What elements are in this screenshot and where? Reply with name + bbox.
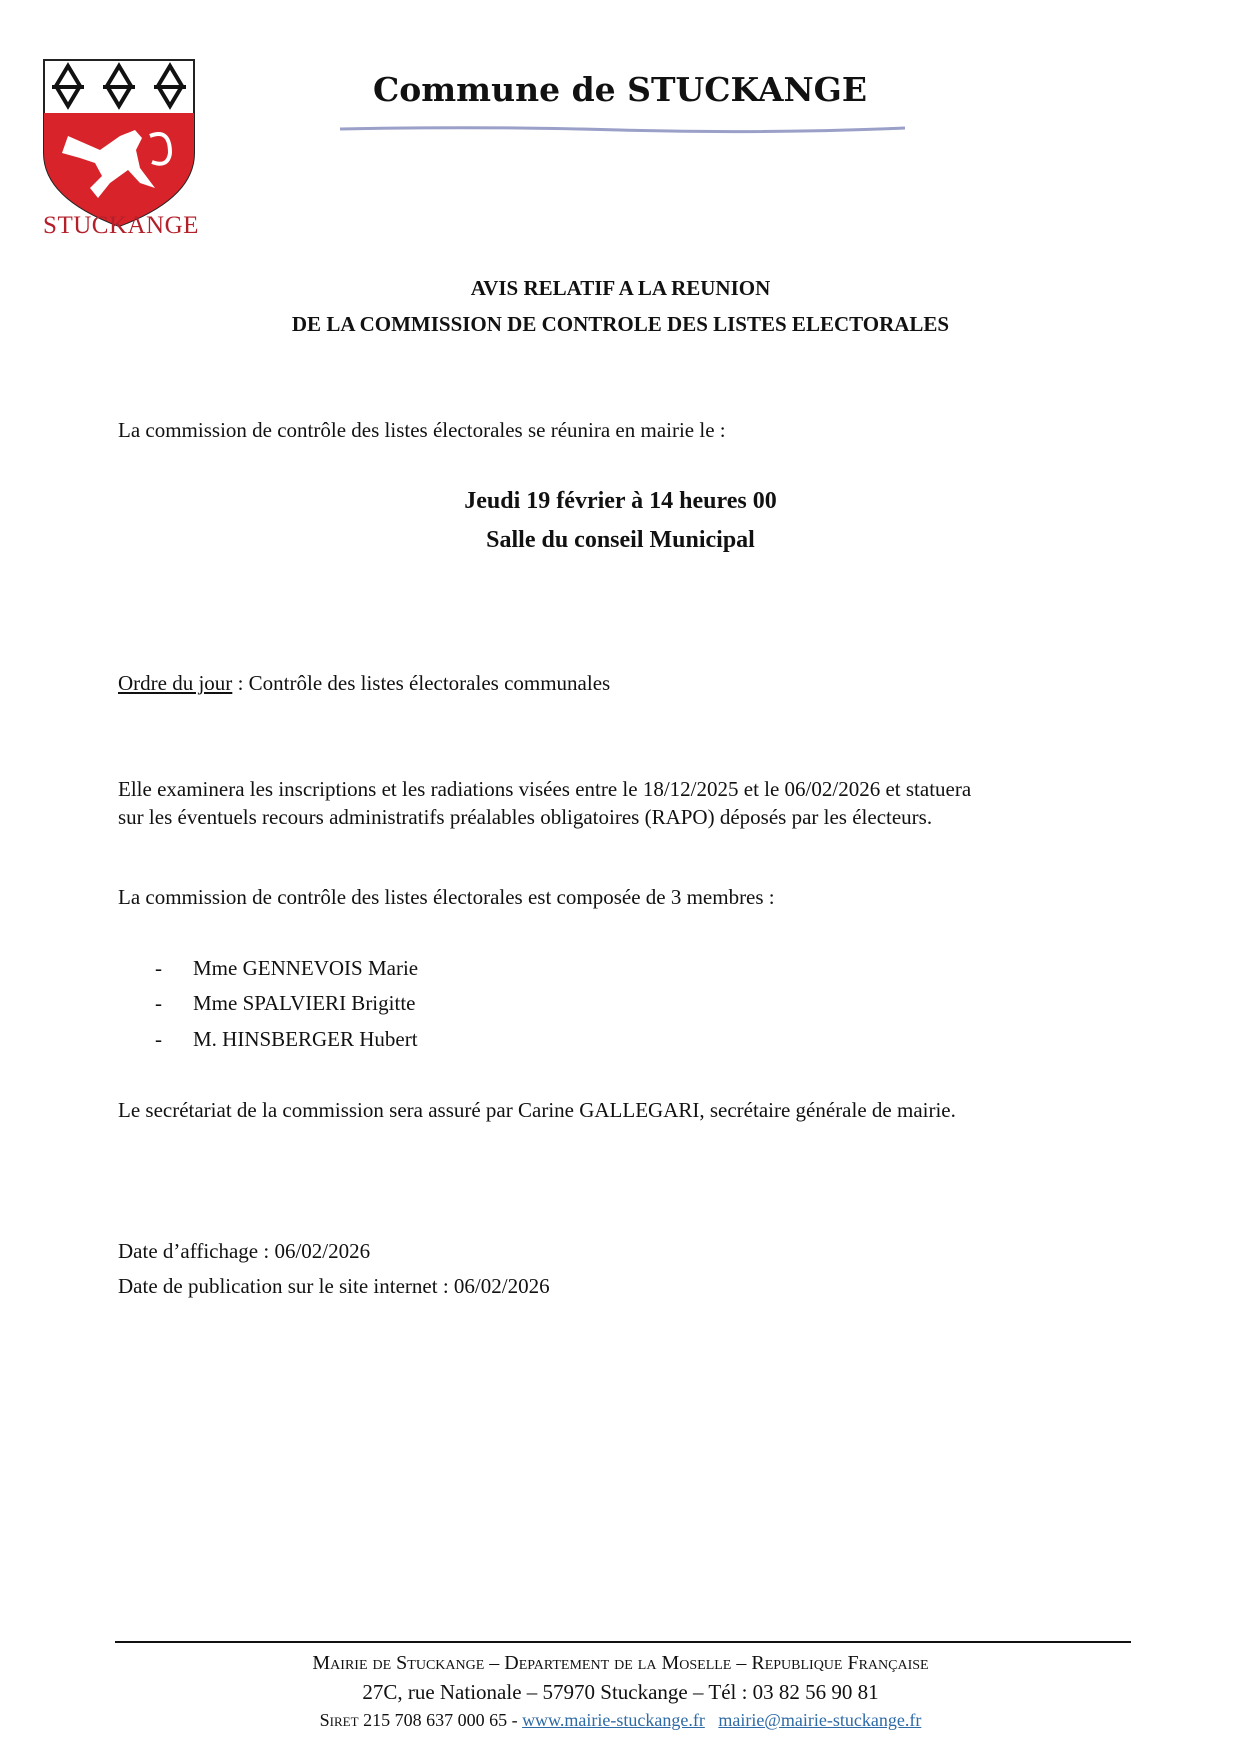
footer-contact	[0, 1710, 1241, 1731]
agenda-label: Ordre du jour	[118, 671, 233, 695]
posting-date: Date d’affichage : 06/02/2026	[118, 1239, 371, 1263]
agenda-text: : Contrôle des listes électorales communales	[232, 671, 611, 695]
footer-address: 27C, rue Nationale – 57970 Stuckange – Tél : 03 82 56 90 81	[362, 1680, 879, 1704]
meeting-datetime: Jeudi 19 février à 14 heures 00	[464, 488, 777, 514]
publication-date: Date de publication sur le site internet : 06/02/2026	[118, 1274, 550, 1298]
footer-divider	[115, 1641, 1131, 1643]
composition-text: La commission de contrôle des listes électorales est composée de 3 membres :	[118, 885, 775, 909]
member-item: M. HINSBERGER Hubert	[193, 1027, 418, 1051]
notice-heading-2: DE LA COMMISSION DE CONTROLE DES LISTES ELECTORALES	[291, 312, 950, 336]
list-bullet: -	[155, 1027, 162, 1051]
website-link[interactable]: www.mairie-stuckange.fr	[522, 1710, 705, 1730]
exam-text-line1: Elle examinera les inscriptions et les radiations visées entre le 18/12/2025 et le 06/02/2026 et statuera	[118, 777, 972, 801]
list-bullet: -	[155, 956, 162, 980]
footer-line-1: Mairie de Stuckange – Departement de la Moselle – Republique Française	[312, 1652, 929, 1674]
email-link[interactable]: mairie@mairie-stuckange.fr	[718, 1710, 922, 1730]
member-item: Mme SPALVIERI Brigitte	[193, 991, 416, 1015]
siret-text: Siret 215 708 637 000 65 -	[319, 1710, 523, 1730]
exam-text-line2: sur les éventuels recours administratifs préalables obligatoires (RAPO) déposés par les électeurs.	[118, 805, 933, 829]
member-item: Mme GENNEVOIS Marie	[193, 956, 419, 980]
notice-heading-1: AVIS RELATIF A LA REUNION	[470, 276, 771, 300]
decorative-underline	[340, 124, 905, 134]
agenda	[118, 671, 610, 696]
list-bullet: -	[155, 991, 162, 1015]
page-title: Commune de STUCKANGE	[372, 70, 868, 109]
crest-label: STUCKANGE	[43, 212, 199, 239]
intro-text: La commission de contrôle des listes électorales se réunira en mairie le :	[118, 418, 726, 442]
meeting-location: Salle du conseil Municipal	[486, 527, 755, 553]
secretariat-text: Le secrétariat de la commission sera assuré par Carine GALLEGARI, secrétaire générale de mairie.	[118, 1098, 956, 1122]
